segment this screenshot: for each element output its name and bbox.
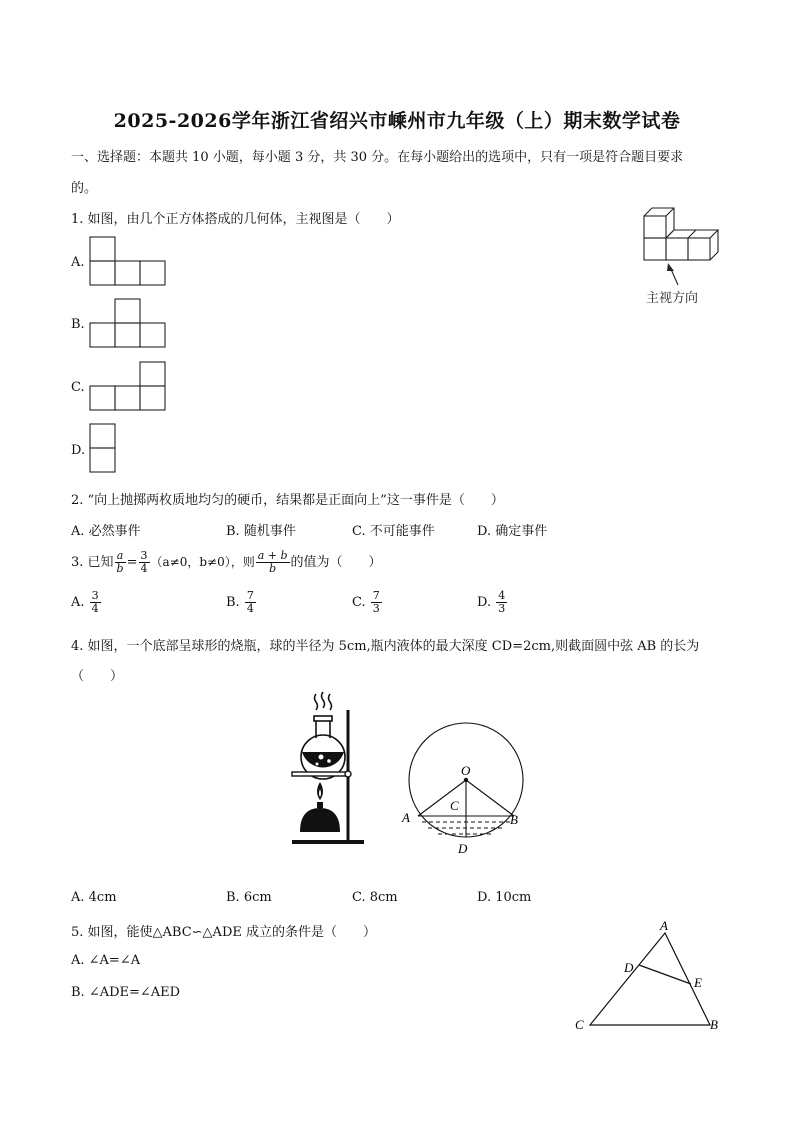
q4-label-c: C	[450, 798, 459, 813]
q4-option-d[interactable]: D. 10cm	[477, 890, 532, 905]
q1-label-c: C.	[71, 380, 85, 395]
q1-solid-figure	[636, 205, 726, 310]
section-heading-line2: 的。	[71, 181, 98, 196]
q2-option-c[interactable]: C. 不可能事件	[352, 524, 435, 539]
q1-option-d-figure[interactable]	[89, 423, 119, 475]
q4-stem-line2: （ ）	[71, 669, 124, 684]
q4-label-b: B	[510, 812, 518, 827]
q3-fraction-3-over-4: $\frac{3}{4}$	[140, 549, 148, 575]
q5-label-c: C	[575, 1017, 584, 1032]
q4-option-a[interactable]: A. 4cm	[71, 890, 117, 905]
page-title: 2025-2026学年浙江省绍兴市嵊州市九年级（上）期末数学试卷	[113, 110, 681, 132]
q5-label-a: A	[660, 918, 668, 933]
q3-fraction-a-plus-b-over-b: $\frac{a + b}{b}$	[257, 549, 288, 575]
section-heading-line1: 一、选择题：本题共 10 小题，每小题 3 分，共 30 分。在每小题给出的选项中，只有一项是符合题目要求	[71, 150, 684, 165]
q1-option-c-figure[interactable]	[89, 361, 169, 413]
q1-option-b-figure[interactable]	[89, 298, 169, 350]
q1-figure-caption: 主视方向	[646, 291, 699, 306]
q3-option-a[interactable]: A. $\frac{3}{4}$	[71, 589, 99, 615]
q1-option-a-figure[interactable]	[89, 236, 169, 288]
q4-label-d: D	[458, 841, 468, 856]
q4-stem-line1: 4. 如图，一个底部呈球形的烧瓶，球的半径为 5cm,瓶内液体的最大深度 CD=2cm,则截面圆中弦 AB 的长为	[71, 639, 700, 654]
q3-fraction-a-over-b: $\frac{a}{b}$	[116, 549, 124, 575]
q5-label-b: B	[710, 1017, 718, 1032]
q3-condition: （a≠0，b≠0），则	[150, 555, 255, 569]
q5-option-b[interactable]: B. ∠ADE=∠AED	[71, 985, 181, 1000]
q5-label-e: E	[694, 975, 702, 990]
q5-stem: 5. 如图，能使△ABC∽△ADE 成立的条件是（ ）	[71, 925, 376, 940]
q1-stem: 1. 如图，由几个正方体搭成的几何体，主视图是（ ）	[71, 212, 400, 227]
q3-prefix: 3. 已知	[71, 555, 114, 570]
q2-stem: 2. “向上抛掷两枚质地均匀的硬币，结果都是正面向上”这一事件是（ ）	[71, 493, 504, 508]
q5-label-d: D	[624, 960, 634, 975]
q4-label-a: A	[402, 810, 410, 825]
q5-triangle-figure	[570, 915, 730, 1035]
q1-label-d: D.	[71, 443, 86, 458]
q5-option-a[interactable]: A. ∠A=∠A	[71, 953, 141, 968]
q3-option-c[interactable]: C. $\frac{7}{3}$	[352, 589, 380, 615]
q2-option-a[interactable]: A. 必然事件	[71, 524, 141, 539]
q4-option-c[interactable]: C. 8cm	[352, 890, 398, 905]
q3-equals: =	[126, 555, 138, 570]
q3-stem	[71, 547, 382, 578]
q3-option-d[interactable]: D. $\frac{4}{3}$	[477, 589, 506, 615]
q1-label-a: A.	[71, 255, 85, 270]
q1-label-b: B.	[71, 317, 85, 332]
q4-option-b[interactable]: B. 6cm	[226, 890, 272, 905]
q4-label-o: O	[461, 763, 471, 778]
q3-option-b[interactable]: B. $\frac{7}{4}$	[226, 589, 254, 615]
q2-option-d[interactable]: D. 确定事件	[477, 524, 548, 539]
q3-suffix: 的值为（ ）	[290, 555, 382, 570]
q2-option-b[interactable]: B. 随机事件	[226, 524, 296, 539]
q4-flask-illustration	[284, 690, 374, 855]
q4-circle-figure	[396, 710, 536, 860]
